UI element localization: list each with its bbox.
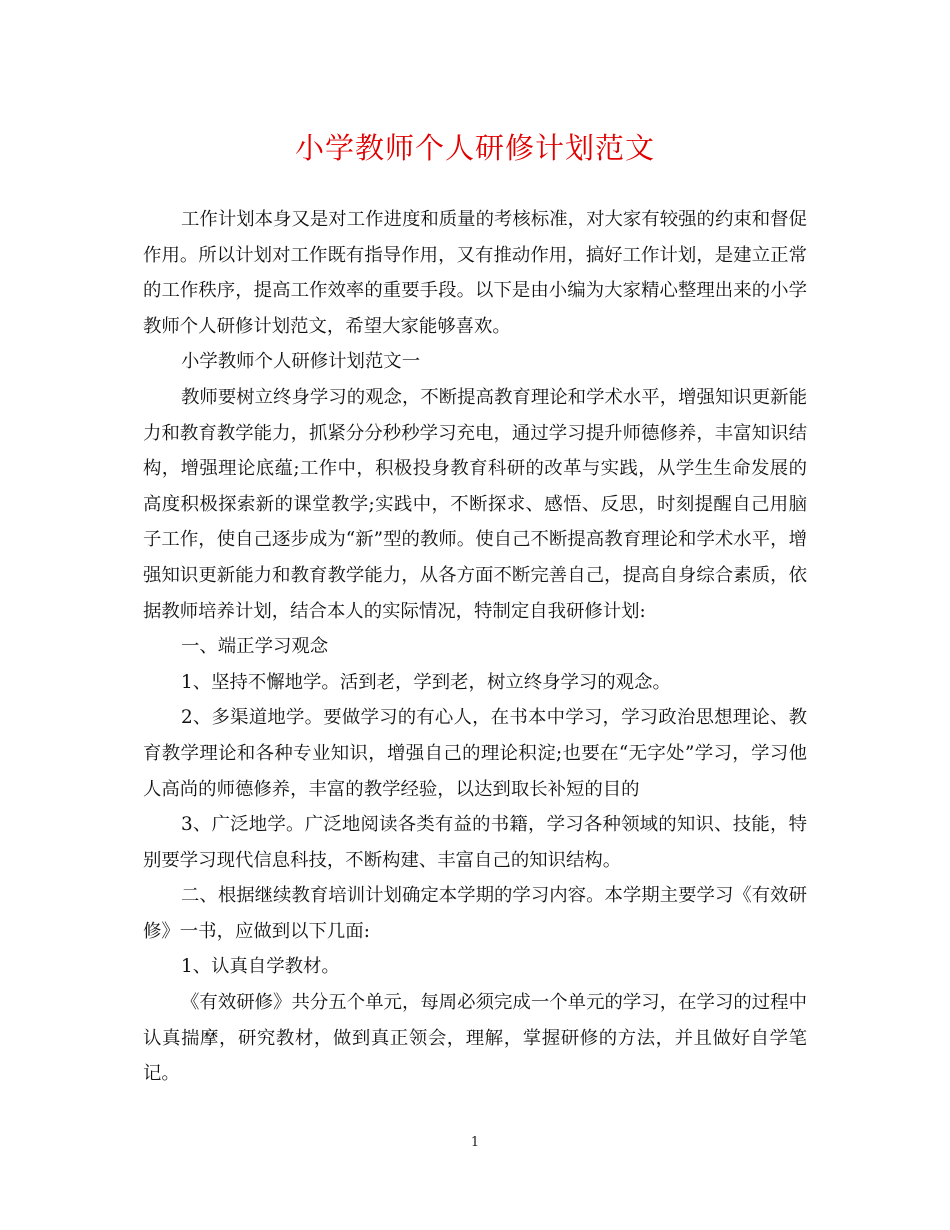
paragraph-intro: 工作计划本身又是对工作进度和质量的考核标准，对大家有较强的约束和督促作用。所以计划对工作既有指导作用，又有推动作用，搞好工作计划，是建立正常的工作秩序，提高工作效率的重要手段。以下是由小编为大家精心整理出来的小学教师个人研修计划范文，希望大家能够喜欢。 <box>143 209 807 337</box>
section-heading-learning-attitude: 一、端正学习观念 <box>181 636 329 658</box>
section-heading-training-content: 二、根据继续教育培训计划确定本学期的学习内容。本学期主要学习《有效研修》一书，应做到以下几面: <box>143 885 807 942</box>
paragraph-effective-training: 《有效研修》共分五个单元，每周必须完成一个单元的学习，在学习的过程中认真揣摩，研究教材，做到真正领会，理解，掌握研修的方法，并且做好自学笔记。 <box>143 992 807 1085</box>
page-number: 1 <box>470 1135 480 1150</box>
document-body <box>143 202 807 1092</box>
list-item-multichannel-learning: 2、多渠道地学。要做学习的有心人，在书本中学习，学习政治思想理论、教育教学理论和各种专业知识，增强自己的理论积淀;也要在“无字处”学习，学习他人高尚的师德修养，丰富的教学经验，以达到取长补短的目的 <box>143 707 807 800</box>
list-item-self-study: 1、认真自学教材。 <box>181 956 340 978</box>
document-title: 小学教师个人研修计划范文 <box>294 131 655 165</box>
section-heading-sample-one: 小学教师个人研修计划范文一 <box>181 351 421 373</box>
list-item-broad-learning: 3、广泛地学。广泛地阅读各类有益的书籍，学习各种领域的知识、技能，特别要学习现代信息科技，不断构建、丰富自己的知识结构。 <box>143 814 807 871</box>
paragraph-teacher-learning: 教师要树立终身学习的观念，不断提高教育理论和学术水平，增强知识更新能力和教育教学能力，抓紧分分秒秒学习充电，通过学习提升师德修养，丰富知识结构，增强理论底蕴;工作中，积极投身教育科研的改革与实践，从学生生命发展的高度积极探索新的课堂教学;实践中，不断探求、感悟、反思，时刻提醒自己用脑子工作，使自己逐步成为“新”型的教师。使自己不断提高教育理论和学术水平，增强知识更新能力和教育教学能力，从各方面不断完善自己，提高自身综合素质，依据教师培养计划，结合本人的实际情况，特制定自我研修计划: <box>143 386 807 622</box>
list-item-persistent-learning: 1、坚持不懈地学。活到老，学到老，树立终身学习的观念。 <box>181 671 671 693</box>
